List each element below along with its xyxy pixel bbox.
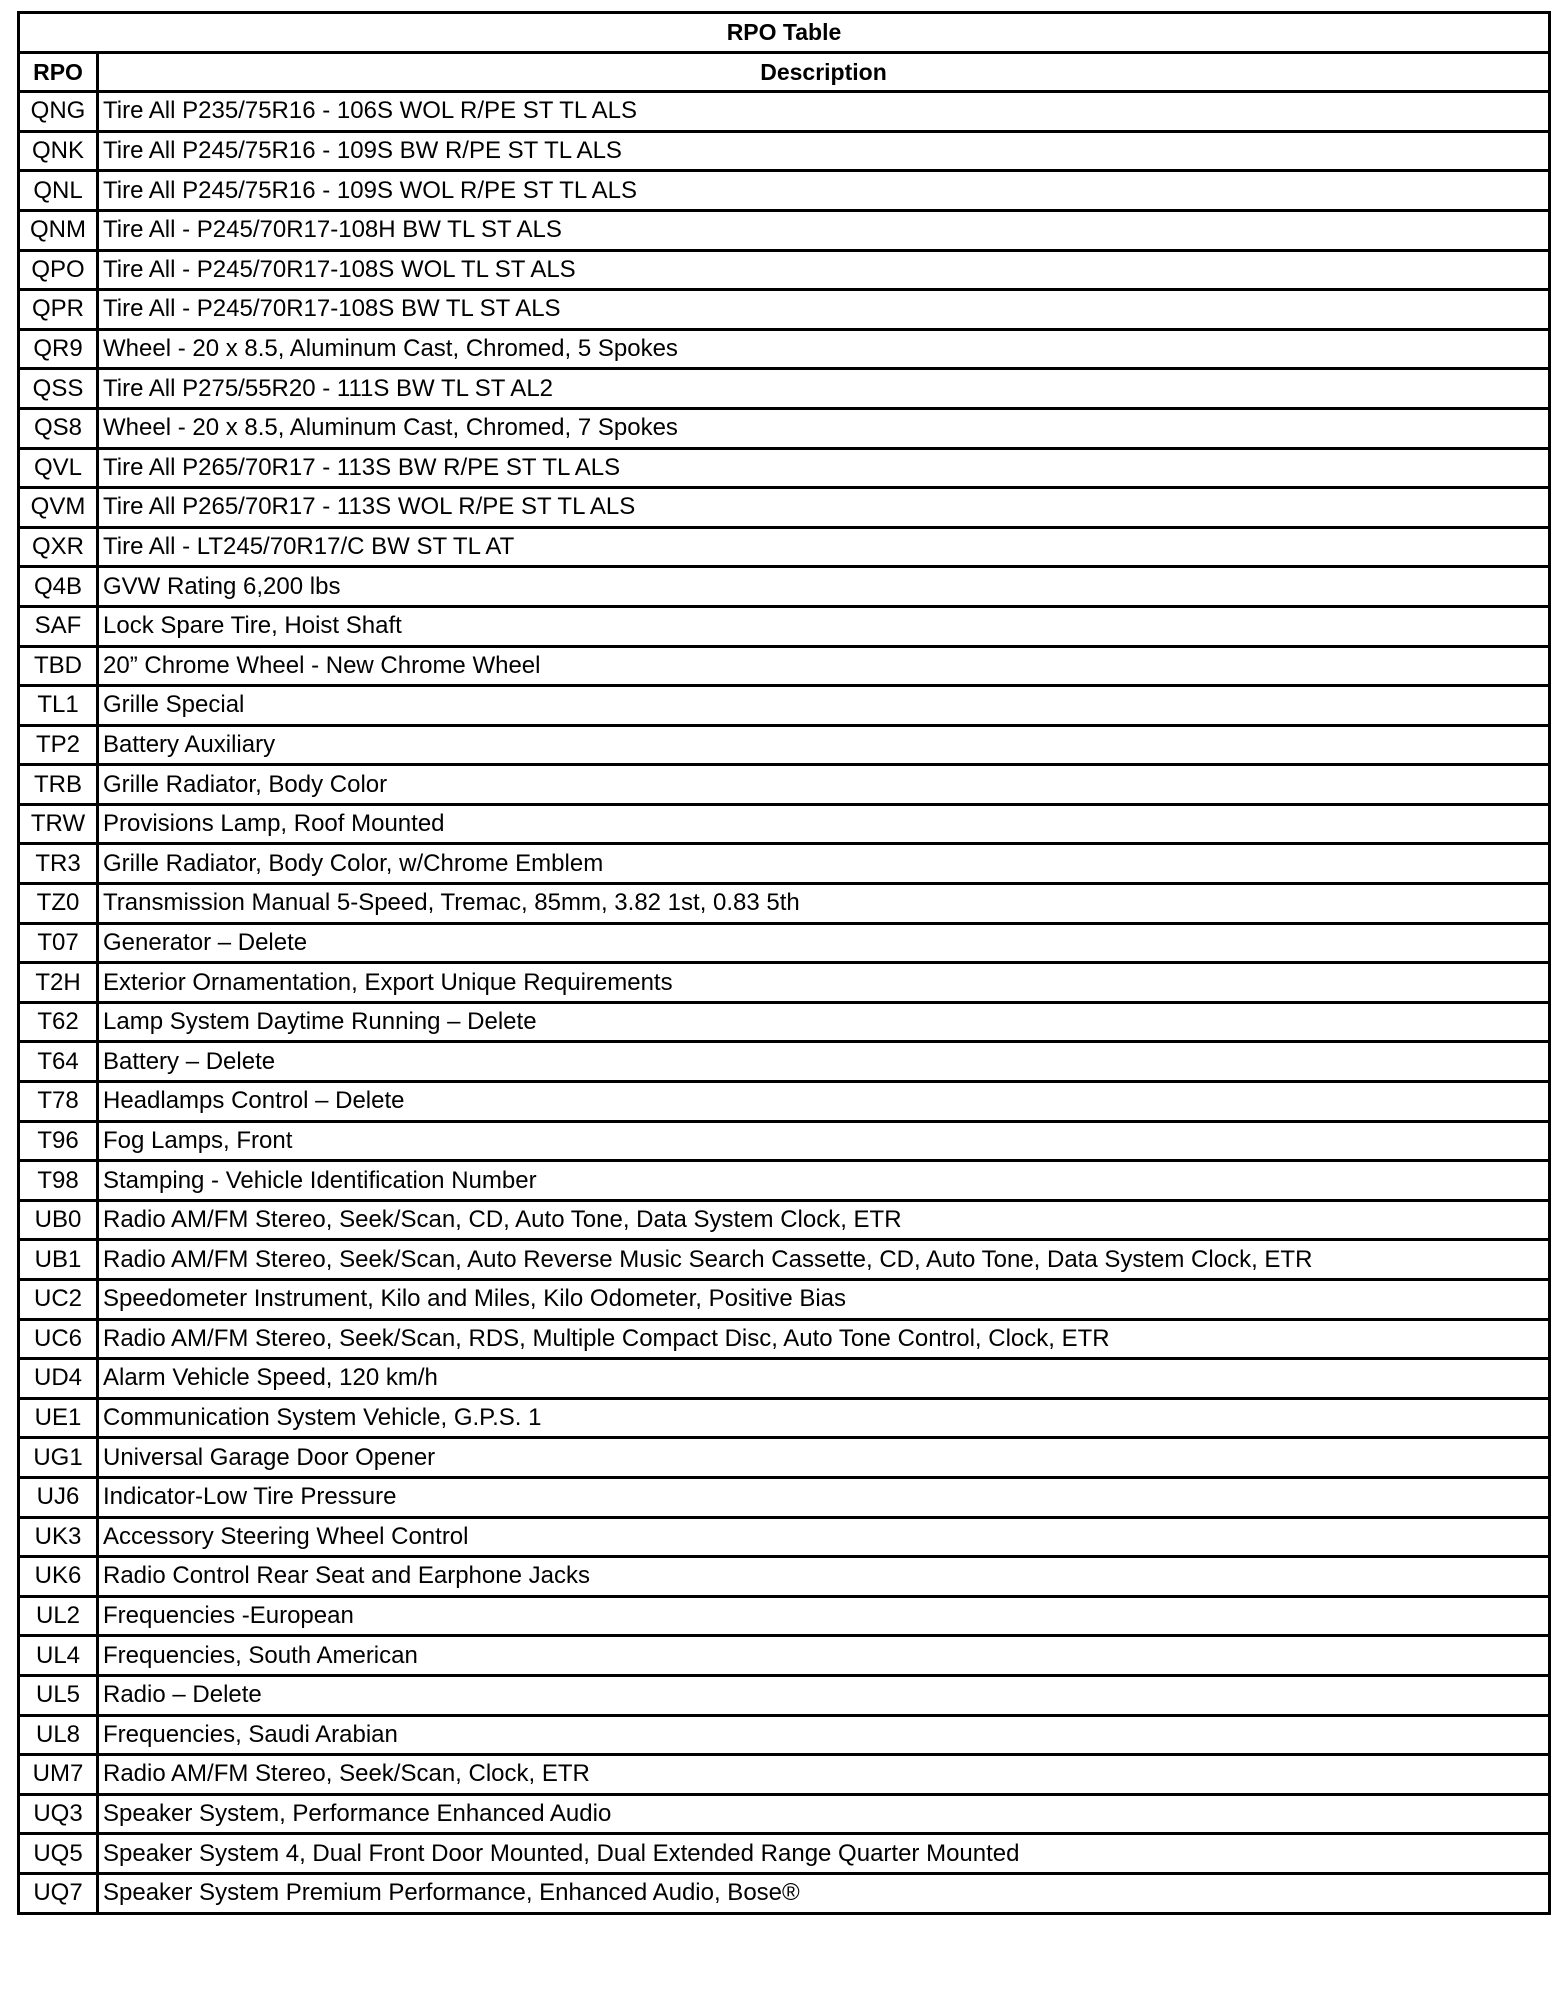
rpo-description-cell: Exterior Ornamentation, Export Unique Requirements (98, 963, 1550, 1003)
rpo-code-cell: UQ7 (19, 1873, 98, 1913)
table-row (19, 606, 1550, 646)
rpo-description-cell: 20” Chrome Wheel - New Chrome Wheel (98, 646, 1550, 686)
rpo-code-cell: QR9 (19, 329, 98, 369)
table-row (19, 1398, 1550, 1438)
table-row (19, 1715, 1550, 1755)
table-row (19, 1042, 1550, 1082)
table-row (19, 1477, 1550, 1517)
table-row (19, 725, 1550, 765)
rpo-description-cell: Universal Garage Door Opener (98, 1438, 1550, 1478)
rpo-code-cell: QNL (19, 171, 98, 211)
description-column-header: Description (98, 52, 1550, 92)
table-row (19, 1517, 1550, 1557)
table-row (19, 567, 1550, 607)
table-row (19, 92, 1550, 132)
rpo-description-cell: Radio Control Rear Seat and Earphone Jacks (98, 1557, 1550, 1597)
table-row (19, 369, 1550, 409)
table-row (19, 1200, 1550, 1240)
table-row (19, 1873, 1550, 1913)
table-row (19, 1438, 1550, 1478)
rpo-description-cell: Speaker System, Performance Enhanced Audio (98, 1794, 1550, 1834)
rpo-description-cell: Speedometer Instrument, Kilo and Miles, Kilo Odometer, Positive Bias (98, 1280, 1550, 1320)
rpo-code-cell: TZ0 (19, 884, 98, 924)
rpo-description-cell: Tire All - P245/70R17-108H BW TL ST ALS (98, 210, 1550, 250)
rpo-code-cell: T2H (19, 963, 98, 1003)
rpo-description-cell: Frequencies -European (98, 1596, 1550, 1636)
rpo-code-cell: TRB (19, 765, 98, 805)
rpo-description-cell: Radio AM/FM Stereo, Seek/Scan, Clock, ETR (98, 1755, 1550, 1795)
table-row (19, 408, 1550, 448)
table-row (19, 963, 1550, 1003)
rpo-code-cell: T64 (19, 1042, 98, 1082)
table-row (19, 1675, 1550, 1715)
table-body (19, 92, 1550, 1913)
rpo-description-cell: Radio – Delete (98, 1675, 1550, 1715)
rpo-code-cell: QNG (19, 92, 98, 132)
table-row (19, 1121, 1550, 1161)
rpo-code-cell: QVM (19, 488, 98, 528)
rpo-table (17, 11, 1551, 1915)
rpo-description-cell: Radio AM/FM Stereo, Seek/Scan, CD, Auto Tone, Data System Clock, ETR (98, 1200, 1550, 1240)
rpo-code-cell: TBD (19, 646, 98, 686)
rpo-code-cell: QPO (19, 250, 98, 290)
rpo-code-cell: QXR (19, 527, 98, 567)
rpo-code-cell: SAF (19, 606, 98, 646)
rpo-code-cell: QNK (19, 131, 98, 171)
rpo-code-cell: QPR (19, 290, 98, 330)
rpo-description-cell: Provisions Lamp, Roof Mounted (98, 804, 1550, 844)
rpo-code-cell: UL4 (19, 1636, 98, 1676)
rpo-description-cell: Radio AM/FM Stereo, Seek/Scan, Auto Reverse Music Search Cassette, CD, Auto Tone, Data System Clock, ETR (98, 1240, 1550, 1280)
rpo-code-cell: T07 (19, 923, 98, 963)
rpo-code-cell: UK6 (19, 1557, 98, 1597)
rpo-description-cell: Tire All P245/75R16 - 109S WOL R/PE ST TL ALS (98, 171, 1550, 211)
rpo-description-cell: Generator – Delete (98, 923, 1550, 963)
table-row (19, 1002, 1550, 1042)
rpo-code-cell: UK3 (19, 1517, 98, 1557)
table-row (19, 884, 1550, 924)
table-row (19, 1082, 1550, 1122)
rpo-code-cell: TP2 (19, 725, 98, 765)
rpo-description-cell: Grille Radiator, Body Color, w/Chrome Emblem (98, 844, 1550, 884)
table-row (19, 527, 1550, 567)
rpo-description-cell: Lock Spare Tire, Hoist Shaft (98, 606, 1550, 646)
table-row (19, 1240, 1550, 1280)
rpo-code-cell: UL8 (19, 1715, 98, 1755)
rpo-code-cell: TL1 (19, 686, 98, 726)
rpo-code-cell: UQ3 (19, 1794, 98, 1834)
rpo-code-cell: QVL (19, 448, 98, 488)
table-row (19, 250, 1550, 290)
table-row (19, 171, 1550, 211)
rpo-code-cell: QS8 (19, 408, 98, 448)
table-row (19, 448, 1550, 488)
table-row (19, 923, 1550, 963)
table-row (19, 1596, 1550, 1636)
rpo-description-cell: Grille Radiator, Body Color (98, 765, 1550, 805)
rpo-code-cell: QNM (19, 210, 98, 250)
table-row (19, 131, 1550, 171)
table-row (19, 686, 1550, 726)
rpo-code-cell: T98 (19, 1161, 98, 1201)
rpo-description-cell: Tire All P245/75R16 - 109S BW R/PE ST TL ALS (98, 131, 1550, 171)
table-row (19, 1636, 1550, 1676)
rpo-description-cell: Transmission Manual 5-Speed, Tremac, 85mm, 3.82 1st, 0.83 5th (98, 884, 1550, 924)
table-title-row (19, 13, 1550, 53)
table-row (19, 1794, 1550, 1834)
rpo-description-cell: Radio AM/FM Stereo, Seek/Scan, RDS, Multiple Compact Disc, Auto Tone Control, Clock, ETR (98, 1319, 1550, 1359)
rpo-description-cell: Frequencies, South American (98, 1636, 1550, 1676)
rpo-column-header: RPO (19, 52, 98, 92)
rpo-description-cell: Lamp System Daytime Running – Delete (98, 1002, 1550, 1042)
rpo-description-cell: Wheel - 20 x 8.5, Aluminum Cast, Chromed, 5 Spokes (98, 329, 1550, 369)
table-row (19, 1834, 1550, 1874)
rpo-description-cell: Tire All - P245/70R17-108S BW TL ST ALS (98, 290, 1550, 330)
rpo-description-cell: Accessory Steering Wheel Control (98, 1517, 1550, 1557)
rpo-description-cell: Speaker System 4, Dual Front Door Mounted, Dual Extended Range Quarter Mounted (98, 1834, 1550, 1874)
rpo-description-cell: Communication System Vehicle, G.P.S. 1 (98, 1398, 1550, 1438)
rpo-description-cell: GVW Rating 6,200 lbs (98, 567, 1550, 607)
table-row (19, 290, 1550, 330)
table-row (19, 765, 1550, 805)
rpo-description-cell: Frequencies, Saudi Arabian (98, 1715, 1550, 1755)
table-header-row (19, 52, 1550, 92)
table-row (19, 488, 1550, 528)
rpo-code-cell: TRW (19, 804, 98, 844)
rpo-description-cell: Alarm Vehicle Speed, 120 km/h (98, 1359, 1550, 1399)
table-row (19, 1755, 1550, 1795)
rpo-description-cell: Headlamps Control – Delete (98, 1082, 1550, 1122)
rpo-description-cell: Wheel - 20 x 8.5, Aluminum Cast, Chromed, 7 Spokes (98, 408, 1550, 448)
rpo-code-cell: UB0 (19, 1200, 98, 1240)
rpo-description-cell: Tire All P265/70R17 - 113S BW R/PE ST TL ALS (98, 448, 1550, 488)
rpo-code-cell: Q4B (19, 567, 98, 607)
rpo-description-cell: Stamping - Vehicle Identification Number (98, 1161, 1550, 1201)
rpo-description-cell: Battery Auxiliary (98, 725, 1550, 765)
rpo-description-cell: Fog Lamps, Front (98, 1121, 1550, 1161)
rpo-code-cell: UD4 (19, 1359, 98, 1399)
rpo-code-cell: T96 (19, 1121, 98, 1161)
table-row (19, 329, 1550, 369)
rpo-description-cell: Tire All P265/70R17 - 113S WOL R/PE ST TL ALS (98, 488, 1550, 528)
table-row (19, 1319, 1550, 1359)
table-title: RPO Table (19, 13, 1550, 53)
rpo-code-cell: UQ5 (19, 1834, 98, 1874)
table-row (19, 1359, 1550, 1399)
rpo-code-cell: UJ6 (19, 1477, 98, 1517)
rpo-description-cell: Tire All - P245/70R17-108S WOL TL ST ALS (98, 250, 1550, 290)
rpo-code-cell: T62 (19, 1002, 98, 1042)
rpo-code-cell: UG1 (19, 1438, 98, 1478)
rpo-description-cell: Speaker System Premium Performance, Enhanced Audio, Bose® (98, 1873, 1550, 1913)
table-row (19, 844, 1550, 884)
rpo-code-cell: UB1 (19, 1240, 98, 1280)
rpo-description-cell: Grille Special (98, 686, 1550, 726)
rpo-code-cell: QSS (19, 369, 98, 409)
table-row (19, 210, 1550, 250)
table-row (19, 646, 1550, 686)
rpo-code-cell: UM7 (19, 1755, 98, 1795)
table-row (19, 804, 1550, 844)
table-row (19, 1161, 1550, 1201)
table-row (19, 1557, 1550, 1597)
rpo-description-cell: Tire All P235/75R16 - 106S WOL R/PE ST TL ALS (98, 92, 1550, 132)
rpo-description-cell: Tire All P275/55R20 - 111S BW TL ST AL2 (98, 369, 1550, 409)
rpo-description-cell: Tire All - LT245/70R17/C BW ST TL AT (98, 527, 1550, 567)
table-row (19, 1280, 1550, 1320)
rpo-code-cell: UC6 (19, 1319, 98, 1359)
rpo-code-cell: T78 (19, 1082, 98, 1122)
rpo-code-cell: UL2 (19, 1596, 98, 1636)
rpo-description-cell: Battery – Delete (98, 1042, 1550, 1082)
rpo-description-cell: Indicator-Low Tire Pressure (98, 1477, 1550, 1517)
rpo-code-cell: TR3 (19, 844, 98, 884)
rpo-code-cell: UC2 (19, 1280, 98, 1320)
rpo-code-cell: UL5 (19, 1675, 98, 1715)
rpo-code-cell: UE1 (19, 1398, 98, 1438)
